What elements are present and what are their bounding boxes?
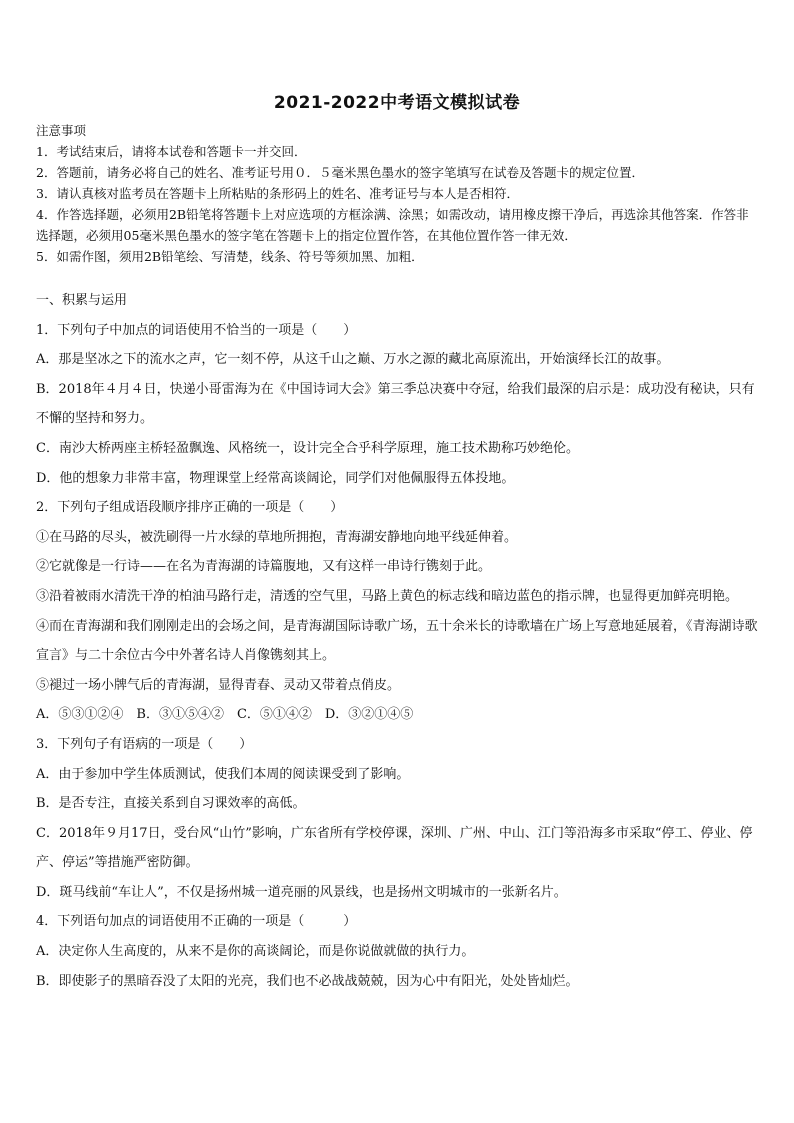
notice-item: 3．请认真核对监考员在答题卡上所粘贴的条形码上的姓名、准考证号与本人是否相符． (36, 186, 519, 201)
option-c: C．南沙大桥两座主桥轻盈飘逸、风格统一，设计完全合乎科学原理，施工技术勘称巧妙绝伦。 (36, 440, 579, 456)
notice-item: 2．答题前，请务必将自己的姓名、准考证号用０．５毫米黑色墨水的签字笔填写在试卷及答题卡的规定位置． (36, 165, 644, 180)
question-stem: 2．下列句子组成语段顺序排序正确的一项是（ ） (36, 500, 344, 516)
notice-item: 1．考试结束后，请将本试卷和答题卡一并交回． (36, 144, 307, 159)
question-stem: 1．下列句子中加点的词语使用不恰当的一项是（ ） (36, 322, 357, 338)
sentence-1: ①在马路的尽头，被洗刷得一片水绿的草地所拥抱，青海湖安静地向地平线延伸着。 (36, 529, 518, 545)
notice-item: 4．作答选择题，必须用2B铅笔将答题卡上对应选项的方框涂满、涂黑；如需改动，请用橡皮擦干净后，再选涂其他答案．作答非选择题，必须用05毫米黑色墨水的签字笔在答题卡上的指定位置作答，在其他位置作答一律无效． (36, 207, 749, 243)
option-b: B．即使影子的黑暗吞没了太阳的光亮，我们也不必战战兢兢，因为心中有阳光，处处皆灿烂。 (36, 973, 579, 989)
notice-block (36, 120, 760, 267)
question-stem: 3．下列句子有语病的一项是（ ） (36, 736, 253, 752)
option-c: C．2018年９月17日，受台风“山竹”影响，广东省所有学校停课，深圳、广州、中山、江门等沿海多市采取“停工、停业、停产、停运”等措施严密防御。 (36, 825, 753, 871)
notice-item: 5．如需作图，须用2B铅笔绘、写清楚，线条、符号等须加黑、加粗． (36, 249, 424, 264)
sentence-2: ②它就像是一行诗——在名为青海湖的诗篇腹地，又有这样一串诗行镌刻于此。 (36, 559, 492, 575)
question-stem: 4．下列语句加点的词语使用不正确的一项是（ ） (36, 914, 357, 930)
option-a: A．由于参加中学生体质测试，使我们本周的阅读课受到了影响。 (36, 766, 410, 782)
page-title: 2021-2022中考语文模拟试卷 (273, 93, 521, 113)
option-b: B．是否专注，直接关系到自习课效率的高低。 (36, 796, 306, 812)
sentence-3: ③沿着被雨水清洗干净的柏油马路行走，清透的空气里，马路上黄色的标志线和暗边蓝色的指示牌，也显得更加鲜亮明艳。 (36, 588, 739, 604)
option-b: B．2018年４月４日，快递小哥雷海为在《中国诗词大会》第三季总决赛中夺冠，给我们最深的启示是：成功没有秘诀，只有不懈的坚持和努力。 (36, 381, 755, 427)
notice-title: 注意事项 (36, 123, 87, 138)
section-heading: 一、积累与运用 (36, 293, 128, 308)
questions (36, 286, 760, 996)
option-d: D．斑马线前“车让人”，不仅是扬州城一道亮丽的风景线，也是扬州文明城市的一张新名片。 (36, 884, 567, 900)
answer-options: A．⑤③①②④ B．③①⑤④② C．⑤①④② D．③②①④⑤ (36, 707, 414, 723)
option-d: D．他的想象力非常丰富，物理课堂上经常高谈阔论，同学们对他佩服得五体投地。 (36, 470, 515, 486)
sentence-4: ④而在青海湖和我们刚刚走出的会场之间，是青海湖国际诗歌广场，五十余米长的诗歌墙在广场上写意地延展着，《青海湖诗歌宣言》与二十余位古今中外著名诗人肖像镌刻其上。 (36, 618, 758, 664)
option-a: A．那是坚冰之下的流水之声，它一刻不停，从这千山之巅、万水之源的藏北高原流出，开始演绎长江的故事。 (36, 352, 670, 368)
option-a: A．决定你人生高度的，从来不是你的高谈阔论，而是你说做就做的执行力。 (36, 944, 475, 960)
sentence-5: ⑤褪过一场小牌气后的青海湖，显得青春、灵动又带着点俏皮。 (36, 677, 401, 693)
